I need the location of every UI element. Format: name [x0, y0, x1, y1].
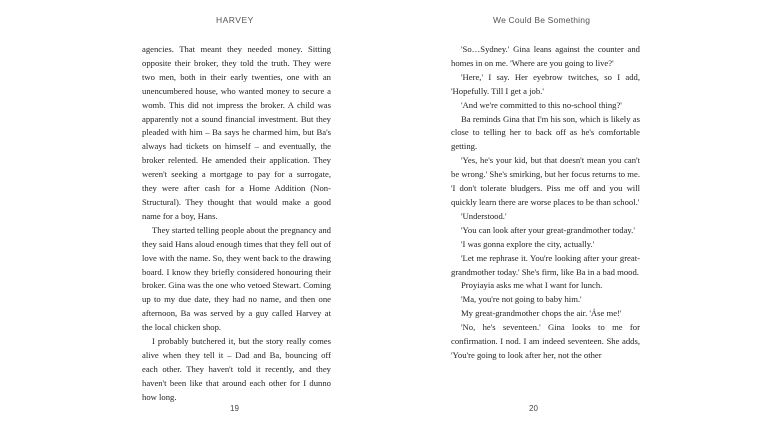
paragraph: Proyiayia asks me what I want for lunch. — [461, 280, 603, 291]
paragraph: 'Let me rephrase it. You're looking after your great-grandmother today.' She's firm, like Ba in a bad mood. — [451, 252, 640, 277]
paragraph: agencies. That meant they needed money. Sitting opposite their broker, they told the truth. They were two men, both in their early twenties, one with an unencumbered house, who wanted money to secure a womb. This did not impress the broker. A child was apparently not a sound financial investment. But they pleaded with him – Ba says he charmed him, but Ba's always had tickets on himself – and eventually, the broker relented. He amended their application. They weren't seeking a mortgage to pay for a surrogate, they were after cash for a Home Addition (Non-Structural). They thought that would make a good name for a boy, Hans. — [142, 44, 331, 221]
page-number: 19 — [230, 404, 239, 413]
paragraph: Ba reminds Gina that I'm his son, which is likely as close to telling her to back off as he's comfortable getting. — [451, 113, 640, 152]
paragraph: 'No, he's seventeen.' Gina looks to me for confirmation. I nod. I am indeed seventeen. She adds, 'You're going to look after her, not the other — [451, 322, 640, 360]
paragraph: 'So…Sydney.' Gina leans against the counter and homes in on me. 'Where are you going to live?' — [451, 44, 640, 68]
paragraph: They started telling people about the pregnancy and they said Hans aloud enough times that they fell out of love with the name. So, they went back to the drawing board. I know they briefly considered honouring their broker. Gina was the one who vetoed Stewart. Coming up to my due date, they had no name, and then one afternoon, Ba was served by a guy called Harvey at the local chicken shop. — [142, 224, 331, 333]
paragraph: 'You can look after your great-grandmother today.' — [461, 224, 635, 235]
paragraph: I probably butchered it, but the story really comes alive when they tell it – Dad and Ba, bouncing off each other. They haven't told it recently, and they haven't been like that around each other for I dunno how long. — [142, 336, 331, 402]
paragraph: 'And we're committed to this no-school thing?' — [461, 99, 622, 110]
paragraph: 'Ma, you're not going to baby him.' — [461, 294, 582, 305]
paragraph: 'Yes, he's your kid, but that doesn't mean you can't be wrong.' She's smirking, but her focus returns to me. 'I don't tolerate bludgers. Piss me off and you will quickly learn there are worse places to be than school.' — [451, 155, 640, 207]
running-header-author: HARVEY — [216, 15, 254, 25]
paragraph: 'Understood.' — [461, 210, 507, 221]
right-page — [384, 0, 768, 432]
right-page-text — [451, 43, 640, 363]
running-header-title: We Could Be Something — [493, 15, 591, 25]
page-number: 20 — [529, 404, 538, 413]
left-page-text — [142, 43, 331, 405]
paragraph: 'I was gonna explore the city, actually.' — [461, 238, 595, 249]
paragraph: My great-grandmother chops the air. 'Áse me!' — [461, 308, 622, 319]
paragraph: 'Here,' I say. Her eyebrow twitches, so I add, 'Hopefully. Till I get a job.' — [451, 71, 640, 96]
